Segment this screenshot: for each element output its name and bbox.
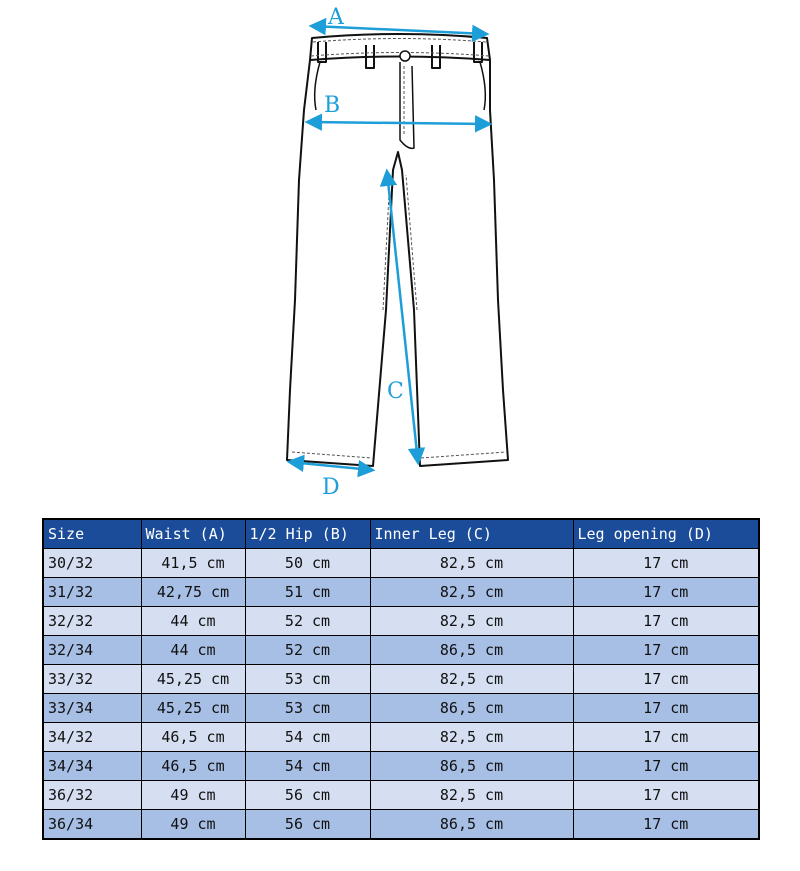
inner-leg-cell: 86,5 cm — [370, 752, 573, 781]
waist-cell: 41,5 cm — [141, 549, 245, 578]
header-size: Size — [43, 519, 141, 549]
hip-cell: 52 cm — [245, 636, 370, 665]
size-cell: 32/32 — [43, 607, 141, 636]
leg-opening-cell: 17 cm — [573, 781, 759, 810]
inner-leg-cell: 82,5 cm — [370, 549, 573, 578]
label-d: D — [322, 475, 340, 500]
label-a: A — [328, 5, 344, 30]
leg-opening-cell: 17 cm — [573, 636, 759, 665]
hip-cell: 51 cm — [245, 578, 370, 607]
leg-opening-cell: 17 cm — [573, 723, 759, 752]
table-row — [43, 607, 759, 636]
size-cell: 32/34 — [43, 636, 141, 665]
table-row — [43, 549, 759, 578]
leg-opening-cell: 17 cm — [573, 752, 759, 781]
size-chart-table — [42, 518, 760, 840]
table-row — [43, 665, 759, 694]
inner-leg-cell: 82,5 cm — [370, 665, 573, 694]
size-cell: 31/32 — [43, 578, 141, 607]
table-row — [43, 636, 759, 665]
size-cell: 34/34 — [43, 752, 141, 781]
header-leg-opening: Leg opening (D) — [573, 519, 759, 549]
hip-cell: 53 cm — [245, 665, 370, 694]
label-c: C — [387, 379, 404, 404]
hip-cell: 53 cm — [245, 694, 370, 723]
leg-opening-cell: 17 cm — [573, 810, 759, 840]
hip-cell: 50 cm — [245, 549, 370, 578]
table-row — [43, 752, 759, 781]
hip-cell: 56 cm — [245, 781, 370, 810]
size-cell: 34/32 — [43, 723, 141, 752]
table-row — [43, 723, 759, 752]
waist-cell: 44 cm — [141, 607, 245, 636]
waist-cell: 49 cm — [141, 781, 245, 810]
size-cell: 33/32 — [43, 665, 141, 694]
waist-cell: 46,5 cm — [141, 752, 245, 781]
table-row — [43, 781, 759, 810]
waist-cell: 45,25 cm — [141, 665, 245, 694]
table-header-row — [43, 519, 759, 549]
inner-leg-cell: 86,5 cm — [370, 810, 573, 840]
size-cell: 36/32 — [43, 781, 141, 810]
table-row — [43, 810, 759, 840]
inner-leg-cell: 82,5 cm — [370, 578, 573, 607]
inner-leg-cell: 82,5 cm — [370, 781, 573, 810]
hip-cell: 54 cm — [245, 752, 370, 781]
waist-cell: 44 cm — [141, 636, 245, 665]
inner-leg-cell: 86,5 cm — [370, 694, 573, 723]
waist-cell: 45,25 cm — [141, 694, 245, 723]
leg-opening-cell: 17 cm — [573, 607, 759, 636]
inner-leg-cell: 82,5 cm — [370, 607, 573, 636]
size-cell: 30/32 — [43, 549, 141, 578]
header-inner-leg: Inner Leg (C) — [370, 519, 573, 549]
hip-cell: 56 cm — [245, 810, 370, 840]
button-icon — [400, 51, 410, 61]
table-row — [43, 694, 759, 723]
leg-opening-cell: 17 cm — [573, 665, 759, 694]
waist-cell: 42,75 cm — [141, 578, 245, 607]
hip-cell: 52 cm — [245, 607, 370, 636]
header-hip: 1/2 Hip (B) — [245, 519, 370, 549]
inner-leg-cell: 82,5 cm — [370, 723, 573, 752]
header-waist: Waist (A) — [141, 519, 245, 549]
arrow-b — [308, 122, 489, 124]
waist-cell: 46,5 cm — [141, 723, 245, 752]
label-b: B — [324, 93, 341, 118]
size-cell: 36/34 — [43, 810, 141, 840]
leg-opening-cell: 17 cm — [573, 694, 759, 723]
hip-cell: 54 cm — [245, 723, 370, 752]
waist-cell: 49 cm — [141, 810, 245, 840]
table-row — [43, 578, 759, 607]
inner-leg-cell: 86,5 cm — [370, 636, 573, 665]
size-cell: 33/34 — [43, 694, 141, 723]
leg-opening-cell: 17 cm — [573, 549, 759, 578]
leg-opening-cell: 17 cm — [573, 578, 759, 607]
